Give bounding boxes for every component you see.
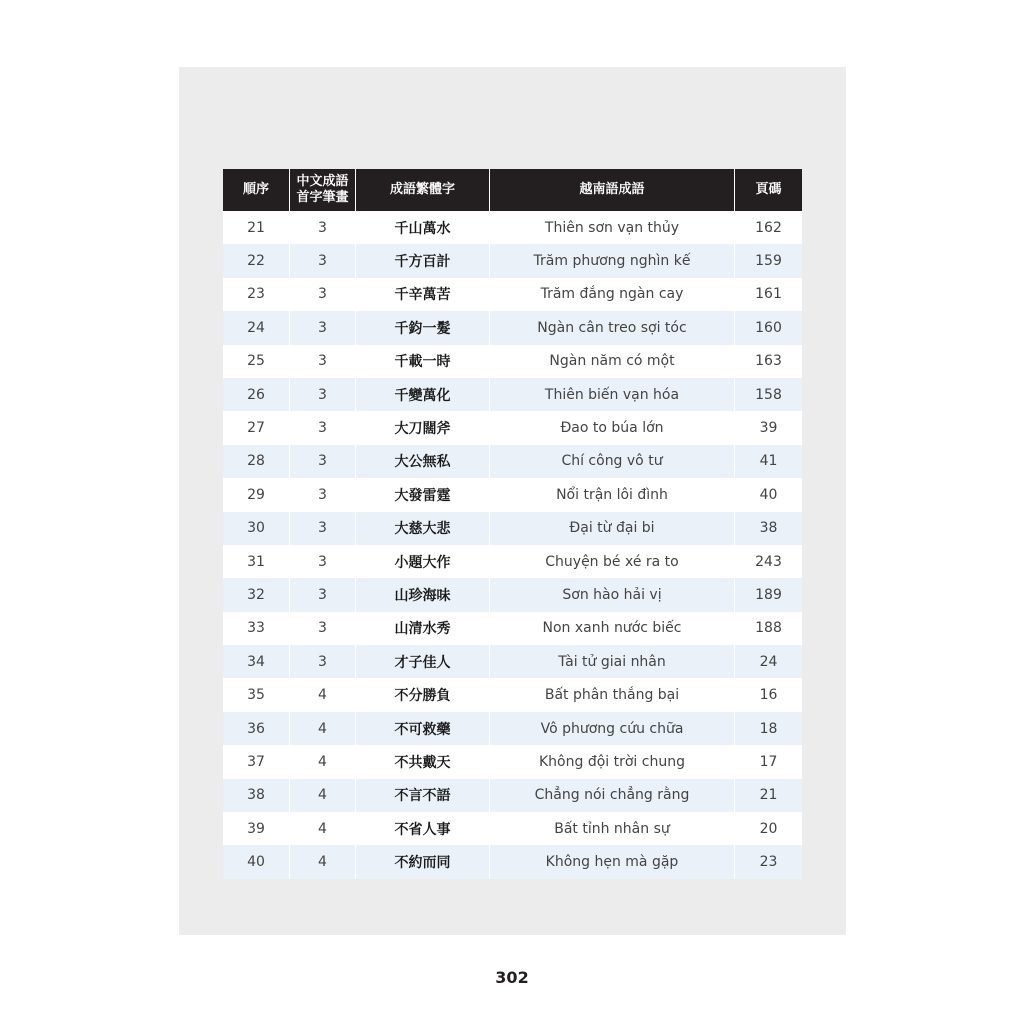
cell-page: 160	[755, 319, 782, 336]
cell-order: 23	[223, 278, 290, 311]
table-row	[223, 378, 802, 411]
cell-vietnamese-idiom: Đại từ đại bi	[490, 512, 735, 545]
cell-vietnamese-idiom: Bất tỉnh nhân sự	[490, 812, 735, 845]
cell-order: 25	[223, 345, 290, 378]
cell-traditional-idiom: 山清水秀	[356, 612, 490, 645]
cell-page: 21	[759, 787, 778, 804]
cell-vietnamese-idiom: Vô phương cứu chữa	[490, 712, 735, 745]
cell-stroke-count: 4	[290, 845, 356, 878]
cell-traditional-idiom: 才子佳人	[356, 645, 490, 678]
cell-vietnamese-idiom: Thiên biến vạn hóa	[490, 378, 735, 411]
cell-page: 243	[755, 553, 782, 570]
cell-vietnamese-idiom: Nổi trận lôi đình	[490, 478, 735, 511]
cell-page: 20	[759, 820, 778, 837]
cell-vietnamese-idiom: Chẳng nói chẳng rằng	[490, 779, 735, 812]
cell-order: 38	[223, 779, 290, 812]
cell-vietnamese-idiom: Thiên sơn vạn thủy	[490, 211, 735, 244]
cell-stroke-count: 3	[290, 244, 356, 277]
table-row	[223, 211, 802, 244]
cell-page: 39	[759, 420, 778, 437]
cell-page: 38	[759, 520, 778, 537]
cell-page: 158	[755, 386, 782, 403]
cell-page: 162	[755, 219, 782, 236]
cell-order: 28	[223, 445, 290, 478]
cell-traditional-idiom: 不言不語	[356, 779, 490, 812]
cell-page: 41	[759, 453, 778, 470]
cell-traditional-idiom: 千鈞一髮	[356, 311, 490, 344]
table-row	[223, 278, 802, 311]
cell-stroke-count: 3	[290, 345, 356, 378]
cell-traditional-idiom: 不約而同	[356, 845, 490, 878]
cell-stroke-count: 4	[290, 779, 356, 812]
cell-order: 40	[223, 845, 290, 878]
cell-traditional-idiom: 不分勝負	[356, 678, 490, 711]
cell-vietnamese-idiom: Trăm đắng ngàn cay	[490, 278, 735, 311]
header-vietnamese-idiom: 越南語成語	[490, 169, 735, 211]
cell-stroke-count: 4	[290, 678, 356, 711]
header-traditional-idiom: 成語繁體字	[356, 169, 490, 211]
cell-traditional-idiom: 不共戴天	[356, 745, 490, 778]
cell-traditional-idiom: 千載一時	[356, 345, 490, 378]
cell-traditional-idiom: 大慈大悲	[356, 512, 490, 545]
cell-page: 163	[755, 353, 782, 370]
header-page: 頁碼	[755, 182, 782, 197]
cell-stroke-count: 3	[290, 578, 356, 611]
cell-traditional-idiom: 大公無私	[356, 445, 490, 478]
cell-stroke-count: 3	[290, 545, 356, 578]
cell-stroke-count: 3	[290, 378, 356, 411]
cell-order: 29	[223, 478, 290, 511]
cell-page: 161	[755, 286, 782, 303]
table-row	[223, 311, 802, 344]
cell-stroke-count: 3	[290, 612, 356, 645]
cell-traditional-idiom: 大發雷霆	[356, 478, 490, 511]
cell-vietnamese-idiom: Trăm phương nghìn kế	[490, 244, 735, 277]
cell-page: 40	[759, 486, 778, 503]
page-number: 302	[495, 968, 529, 987]
cell-traditional-idiom: 不可救藥	[356, 712, 490, 745]
cell-vietnamese-idiom: Non xanh nước biếc	[490, 612, 735, 645]
cell-vietnamese-idiom: Sơn hào hải vị	[490, 578, 735, 611]
cell-page: 18	[759, 720, 778, 737]
cell-page: 23	[759, 854, 778, 871]
table-row	[223, 845, 802, 878]
table-row	[223, 512, 802, 545]
cell-page: 189	[755, 586, 782, 603]
table-row	[223, 645, 802, 678]
header-stroke-count: 中文成語 首字筆畫	[290, 169, 356, 211]
cell-traditional-idiom: 小題大作	[356, 545, 490, 578]
cell-page: 16	[759, 687, 778, 704]
cell-traditional-idiom: 千變萬化	[356, 378, 490, 411]
cell-stroke-count: 3	[290, 645, 356, 678]
cell-vietnamese-idiom: Không đội trời chung	[490, 745, 735, 778]
cell-order: 36	[223, 712, 290, 745]
cell-stroke-count: 3	[290, 411, 356, 444]
cell-traditional-idiom: 大刀闊斧	[356, 411, 490, 444]
cell-vietnamese-idiom: Không hẹn mà gặp	[490, 845, 735, 878]
cell-order: 24	[223, 311, 290, 344]
cell-traditional-idiom: 不省人事	[356, 812, 490, 845]
cell-traditional-idiom: 千辛萬苦	[356, 278, 490, 311]
idiom-table	[223, 169, 802, 879]
cell-vietnamese-idiom: Ngàn năm có một	[490, 345, 735, 378]
cell-stroke-count: 3	[290, 311, 356, 344]
table-row	[223, 779, 802, 812]
cell-vietnamese-idiom: Bất phân thắng bại	[490, 678, 735, 711]
table-row	[223, 712, 802, 745]
cell-order: 26	[223, 378, 290, 411]
cell-stroke-count: 3	[290, 512, 356, 545]
cell-page: 159	[755, 253, 782, 270]
cell-page: 24	[759, 653, 778, 670]
cell-traditional-idiom: 千方百計	[356, 244, 490, 277]
cell-traditional-idiom: 山珍海味	[356, 578, 490, 611]
cell-stroke-count: 4	[290, 712, 356, 745]
table-row	[223, 244, 802, 277]
cell-order: 37	[223, 745, 290, 778]
cell-order: 22	[223, 244, 290, 277]
cell-stroke-count: 3	[290, 478, 356, 511]
table-row	[223, 578, 802, 611]
cell-stroke-count: 3	[290, 445, 356, 478]
cell-stroke-count: 4	[290, 745, 356, 778]
cell-stroke-count: 3	[290, 278, 356, 311]
table-header	[223, 169, 802, 211]
table-row	[223, 411, 802, 444]
cell-vietnamese-idiom: Đao to búa lớn	[490, 411, 735, 444]
cell-order: 32	[223, 578, 290, 611]
cell-stroke-count: 4	[290, 812, 356, 845]
cell-vietnamese-idiom: Ngàn cân treo sợi tóc	[490, 311, 735, 344]
cell-vietnamese-idiom: Chuyện bé xé ra to	[490, 545, 735, 578]
cell-vietnamese-idiom: Tài tử giai nhân	[490, 645, 735, 678]
cell-page: 17	[759, 753, 778, 770]
cell-order: 35	[223, 678, 290, 711]
table-row	[223, 812, 802, 845]
table-row	[223, 745, 802, 778]
table-row	[223, 345, 802, 378]
table-row	[223, 678, 802, 711]
cell-order: 39	[223, 812, 290, 845]
cell-order: 31	[223, 545, 290, 578]
cell-page: 188	[755, 620, 782, 637]
table-row	[223, 478, 802, 511]
table-body	[223, 211, 802, 879]
cell-order: 27	[223, 411, 290, 444]
cell-stroke-count: 3	[290, 211, 356, 244]
cell-order: 34	[223, 645, 290, 678]
cell-order: 33	[223, 612, 290, 645]
table-row	[223, 612, 802, 645]
cell-order: 21	[223, 211, 290, 244]
cell-order: 30	[223, 512, 290, 545]
table-row	[223, 545, 802, 578]
cell-traditional-idiom: 千山萬水	[356, 211, 490, 244]
cell-vietnamese-idiom: Chí công vô tư	[490, 445, 735, 478]
header-order: 順序	[223, 169, 290, 211]
table-row	[223, 445, 802, 478]
